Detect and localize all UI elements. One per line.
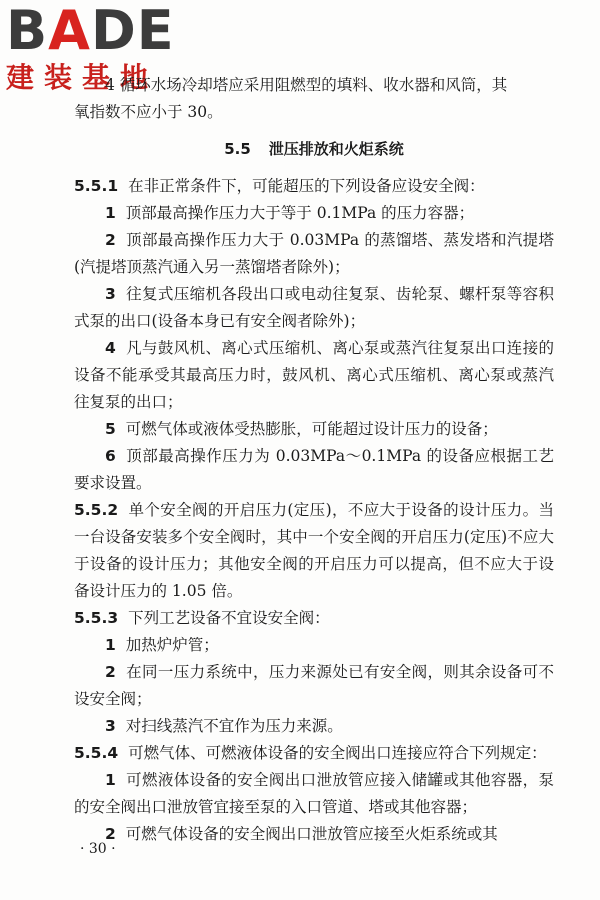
item-text: 顶部最高操作压力为 0.03MPa～0.1MPa 的设备应根据工艺要求设置。 [74,447,554,492]
logo-subtitle: 建装基地 [6,61,159,94]
item-text: 在同一压力系统中，压力来源处已有安全阀，则其余设备可不设安全阀； [74,663,554,708]
clause-text: 单个安全阀的开启压力(定压)，不应大于设备的设计压力。当一台设备安装多个安全阀时，其中一个安全阀的开启压力(定压)不应大于设备的设计压力；其他安全阀的开启压力可以提高，但不应大于设备设计压力的 1.05 倍。 [74,501,554,600]
item-number: 5 [105,420,116,438]
document-body [74,72,554,848]
item-number: 4 [105,339,116,357]
section-number: 5.5 [224,140,251,158]
section-heading [74,136,554,163]
item-number: 2 [105,663,116,681]
clause-text: 可燃气体、可燃液体设备的安全阀出口连接应符合下列规定： [128,744,547,762]
item-number: 2 [105,825,116,843]
section-title: 泄压排放和火炬系统 [268,140,404,158]
list-item [74,632,554,659]
item-number: 3 [105,285,116,303]
intro-line-2: 氧指数不应小于 30。 [74,103,223,121]
item-text: 凡与鼓风机、离心式压缩机、离心泵或蒸汽往复泵出口连接的设备不能承受其最高压力时，鼓风机、离心式压缩机、离心泵或蒸汽往复泵的出口； [74,339,554,411]
page-number: · 30 · [80,841,116,857]
item-number: 1 [105,636,116,654]
item-text: 顶部最高操作压力大于 0.03MPa 的蒸馏塔、蒸发塔和汽提塔(汽提塔顶蒸汽通入另一蒸馏塔者除外)； [74,231,554,276]
item-text: 往复式压缩机各段出口或电动往复泵、齿轮泵、螺杆泵等容积式泵的出口(设备本身已有安全阀者除外)； [74,285,554,330]
list-item [74,821,554,848]
item-number: 3 [105,717,116,735]
clause-number: 5.5.2 [74,501,119,519]
clause-text: 在非正常条件下，可能超压的下列设备应设安全阀： [128,177,485,195]
item-number: 1 [105,771,116,789]
clause-5-5-1 [74,173,554,200]
item-number: 6 [105,447,116,465]
list-item [74,335,554,416]
intro-paragraph [74,72,554,126]
clause-text: 下列工艺设备不宜设安全阀： [128,609,330,627]
list-item [74,659,554,713]
list-item [74,281,554,335]
item-number: 1 [105,204,116,222]
clause-number: 5.5.4 [74,744,119,762]
list-item [74,767,554,821]
list-item [74,416,554,443]
clause-5-5-3 [74,605,554,632]
list-item [74,227,554,281]
item-text: 可燃液体设备的安全阀出口泄放管应接入储罐或其他容器，泵的安全阀出口泄放管宜接至泵的入口管道、塔或其他容器； [74,771,554,816]
clause-number: 5.5.1 [74,177,119,195]
intro-line-1: 4 循环水场冷却塔应采用阻燃型的填料、收水器和风筒，其 [105,76,508,94]
item-number: 2 [105,231,116,249]
list-item [74,713,554,740]
item-text: 加热炉炉管； [125,636,219,654]
item-text: 对扫线蒸汽不宜作为压力来源。 [125,717,343,735]
clause-5-5-4 [74,740,554,767]
item-text: 顶部最高操作压力大于等于 0.1MPa 的压力容器； [125,204,475,222]
list-item [74,443,554,497]
item-text: 可燃气体或液体受热膨胀，可能超过设计压力的设备； [125,420,498,438]
item-text: 可燃气体设备的安全阀出口泄放管应接至火炬系统或其 [125,825,498,843]
logo-wordmark: BADE [6,0,175,62]
clause-5-5-2 [74,497,554,605]
clause-number: 5.5.3 [74,609,119,627]
list-item [74,200,554,227]
